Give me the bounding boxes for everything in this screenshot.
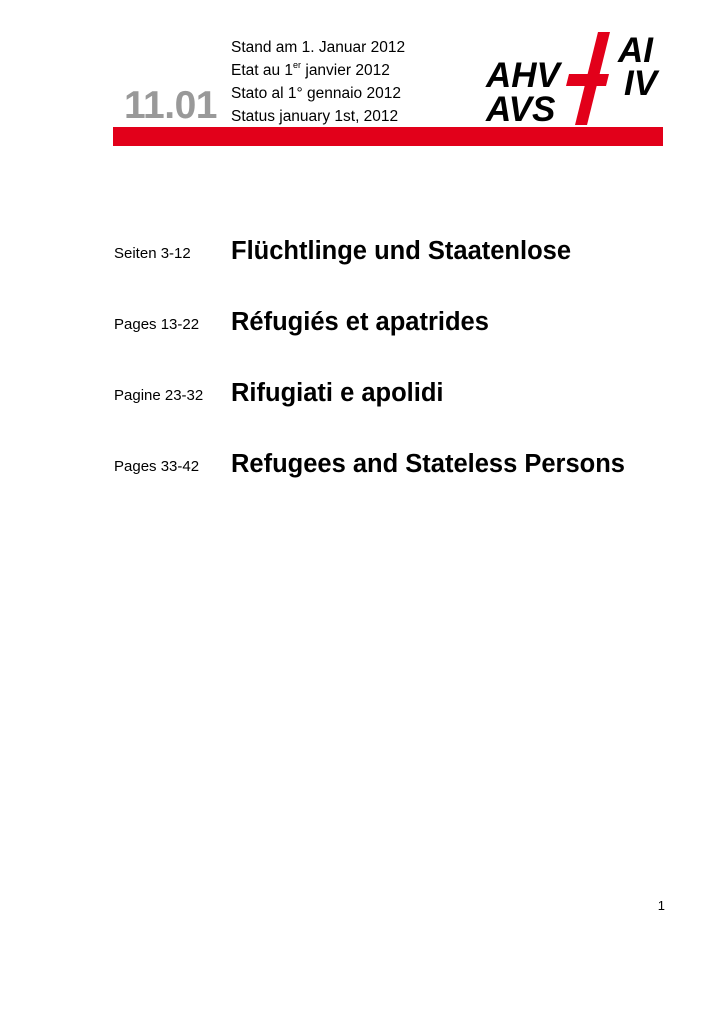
swiss-cross-slash-icon <box>566 32 610 125</box>
logo-text-ahv: AHV <box>486 56 560 95</box>
page-number: 1 <box>657 898 665 913</box>
status-line-fr-suffix: janvier 2012 <box>301 62 390 79</box>
status-date-block <box>231 36 405 128</box>
section-title-en: Refugees and Stateless Persons <box>231 450 625 478</box>
status-line-de: Stand am 1. Januar 2012 <box>231 39 406 56</box>
section-title-it: Rifugiati e apolidi <box>231 379 444 407</box>
section-row-it <box>114 370 714 410</box>
section-title-de: Flüchtlinge und Staatenlose <box>231 237 572 265</box>
section-row-fr <box>114 299 714 339</box>
section-title-fr: Réfugiés et apatrides <box>231 308 489 336</box>
status-line-en: Status january 1st, 2012 <box>231 108 399 125</box>
section-pages-en: Pages 33-42 <box>114 458 200 475</box>
section-pages-de: Seiten 3-12 <box>114 245 191 262</box>
section-pages-it: Pagine 23-32 <box>114 387 204 404</box>
ahv-avs-ai-iv-logo <box>484 30 664 126</box>
status-line-fr-prefix: Etat au 1 <box>231 62 294 79</box>
section-row-en <box>114 441 714 481</box>
status-line-fr <box>231 59 405 82</box>
document-number: 11.01 <box>124 84 217 127</box>
header-red-band <box>113 127 663 146</box>
status-line-it: Stato al 1° gennaio 2012 <box>231 85 401 102</box>
logo-text-iv: IV <box>624 64 658 103</box>
status-line-fr-sup: er <box>293 60 302 70</box>
section-row-de <box>114 228 714 268</box>
logo-text-avs: AVS <box>486 90 556 126</box>
section-pages-fr: Pages 13-22 <box>114 316 200 333</box>
logo-text-ai: AI <box>618 31 653 70</box>
